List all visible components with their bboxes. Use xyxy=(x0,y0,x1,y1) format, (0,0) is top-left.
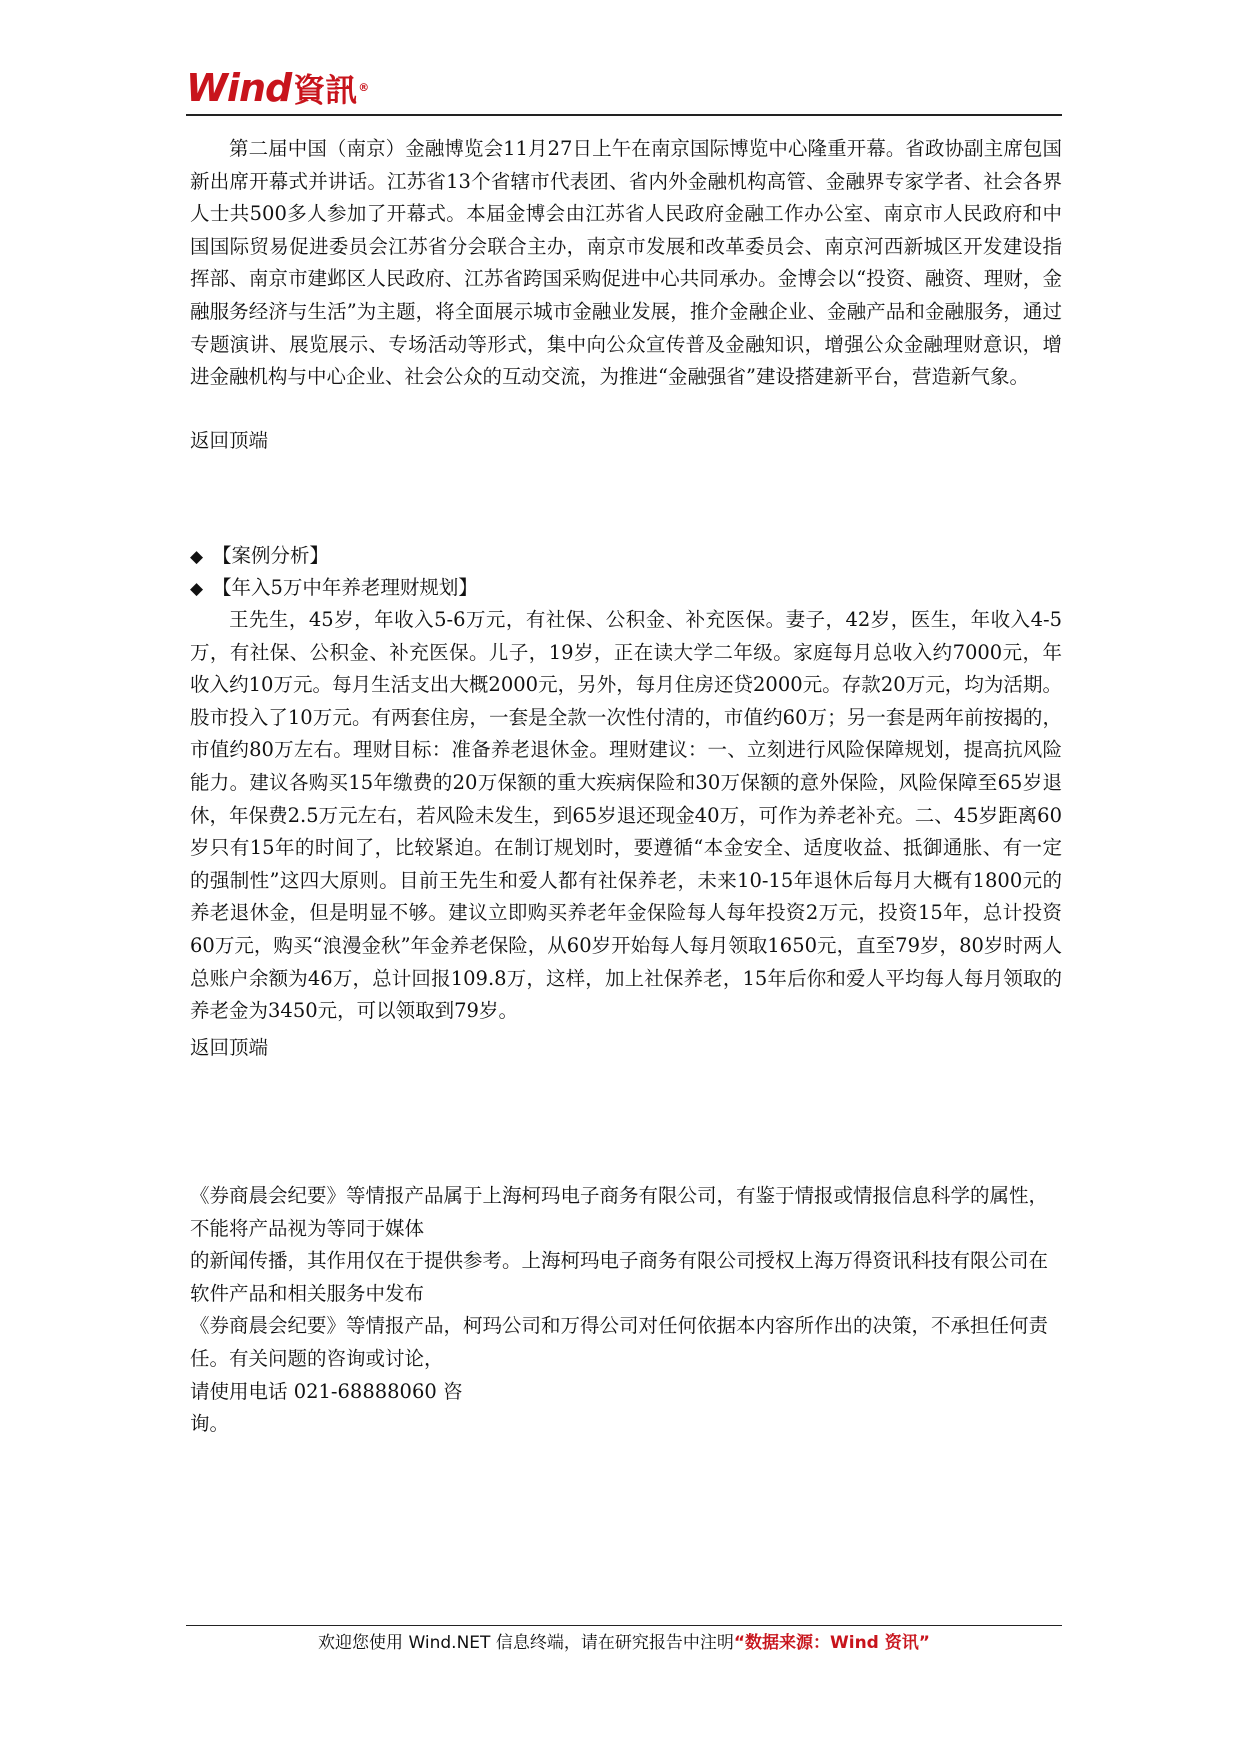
disclaimer-line: 的新闻传播，其作用仅在于提供参考。上海柯玛电子商务有限公司授权上海万得资讯科技有限公司在软件产品和相关服务中发布 xyxy=(190,1249,1049,1305)
article-2-title-text: 【年入5万中年养老理财规划】 xyxy=(212,576,478,599)
wind-logo xyxy=(186,66,368,112)
article-2-title xyxy=(190,572,478,606)
article-2-body: 王先生，45岁，年收入5-6万元，有社保、公积金、补充医保。妻子，42岁，医生，年收入4-5万，有社保、公积金、补充医保。儿子，19岁，正在读大学二年级。家庭每月总收入约7000元，年收入约10万元。每月生活支出大概2000元，另外，每月住房还贷2000元。存款20万元，均为活期。股市投入了10万元。有两套住房，一套是全款一次性付清的，市值约60万；另一套是两年前按揭的，市值约80万左右。理财目标：准备养老退休金。理财建议：一、立刻进行风险保障规划，提高抗风险能力。建议各购买15年缴费的20万保额的重大疾病保险和30万保额的意外保险，风险保障至65岁退休，年保费2.5万元左右，若风险未发生，到65岁退还现金40万，可作为养老补充。二、45岁距离60岁只有15年的时间了，比较紧迫。在制订规划时，要遵循“本金安全、适度收益、抵御通胀、有一定的强制性”这四大原则。目前王先生和爱人都有社保养老，未来10-15年退休后每月大概有1800元的养老退休金，但是明显不够。建议立即购买养老年金保险每人每年投资2万元，投资15年，总计投资60万元，购买“浪漫金秋”年金养老保险，从60岁开始每人每月领取1650元，直至79岁，80岁时两人总账户余额为46万，总计回报109.8万，这样，加上社保养老，15年后你和爱人平均每人每月领取的养老金为3450元，可以领取到79岁。 xyxy=(190,608,1062,1023)
disclaimer-line: 《券商晨会纪要》等情报产品属于上海柯玛电子商务有限公司，有鉴于情报或情报信息科学的属性，不能将产品视为等同于媒体 xyxy=(190,1184,1049,1240)
diamond-bullet-icon: ◆ xyxy=(190,547,204,567)
article-1-body: 第二届中国（南京）金融博览会11月27日上午在南京国际博览中心隆重开幕。省政协副主席包国新出席开幕式并讲话。江苏省13个省辖市代表团、省内外金融机构高管、金融界专家学者、社会各界人士共500多人参加了开幕式。本届金博会由江苏省人民政府金融工作办公室、南京市人民政府和中国国际贸易促进委员会江苏省分会联合主办，南京市发展和改革委员会、南京河西新城区开发建设指挥部、南京市建邺区人民政府、江苏省跨国采购促进中心共同承办。金博会以“投资、融资、理财，金融服务经济与生活”为主题，将全面展示城市金融业发展，推介金融企业、金融产品和金融服务，通过专题演讲、展览展示、专场活动等形式，集中向公众宣传普及金融知识，增强公众金融理财意识，增进金融机构与中心企业、社会公众的互动交流，为推进“金融强省”建设搭建新平台，营造新气象。 xyxy=(190,137,1062,389)
disclaimer-line: 《券商晨会纪要》等情报产品，柯玛公司和万得公司对任何依据本内容所作出的决策，不承担任何责任。有关问题的咨询或讨论， xyxy=(190,1314,1049,1370)
disclaimer-line: 询。 xyxy=(190,1412,230,1436)
page-header xyxy=(186,62,1062,116)
back-to-top-link-1[interactable]: 返回顶端 xyxy=(190,429,269,452)
logo-latin: Wind xyxy=(186,66,292,110)
footer-source-note: “数据来源：Wind 资讯” xyxy=(733,1633,930,1653)
registered-mark: ® xyxy=(358,81,369,94)
diamond-bullet-icon: ◆ xyxy=(190,579,204,599)
disclaimer-line: 请使用电话 021-68888060 咨 xyxy=(190,1379,463,1403)
section-label-text: 【案例分析】 xyxy=(212,544,330,567)
back-to-top-link-2[interactable]: 返回顶端 xyxy=(190,1036,269,1059)
logo-cn: 資訊 xyxy=(293,71,358,109)
section-label xyxy=(190,540,329,574)
footer-text: 欢迎您使用 Wind.NET 信息终端，请在研究报告中注明 xyxy=(318,1633,734,1653)
page-footer xyxy=(186,1630,1062,1656)
footer-divider xyxy=(186,1625,1062,1626)
disclaimer xyxy=(190,1180,1062,1441)
